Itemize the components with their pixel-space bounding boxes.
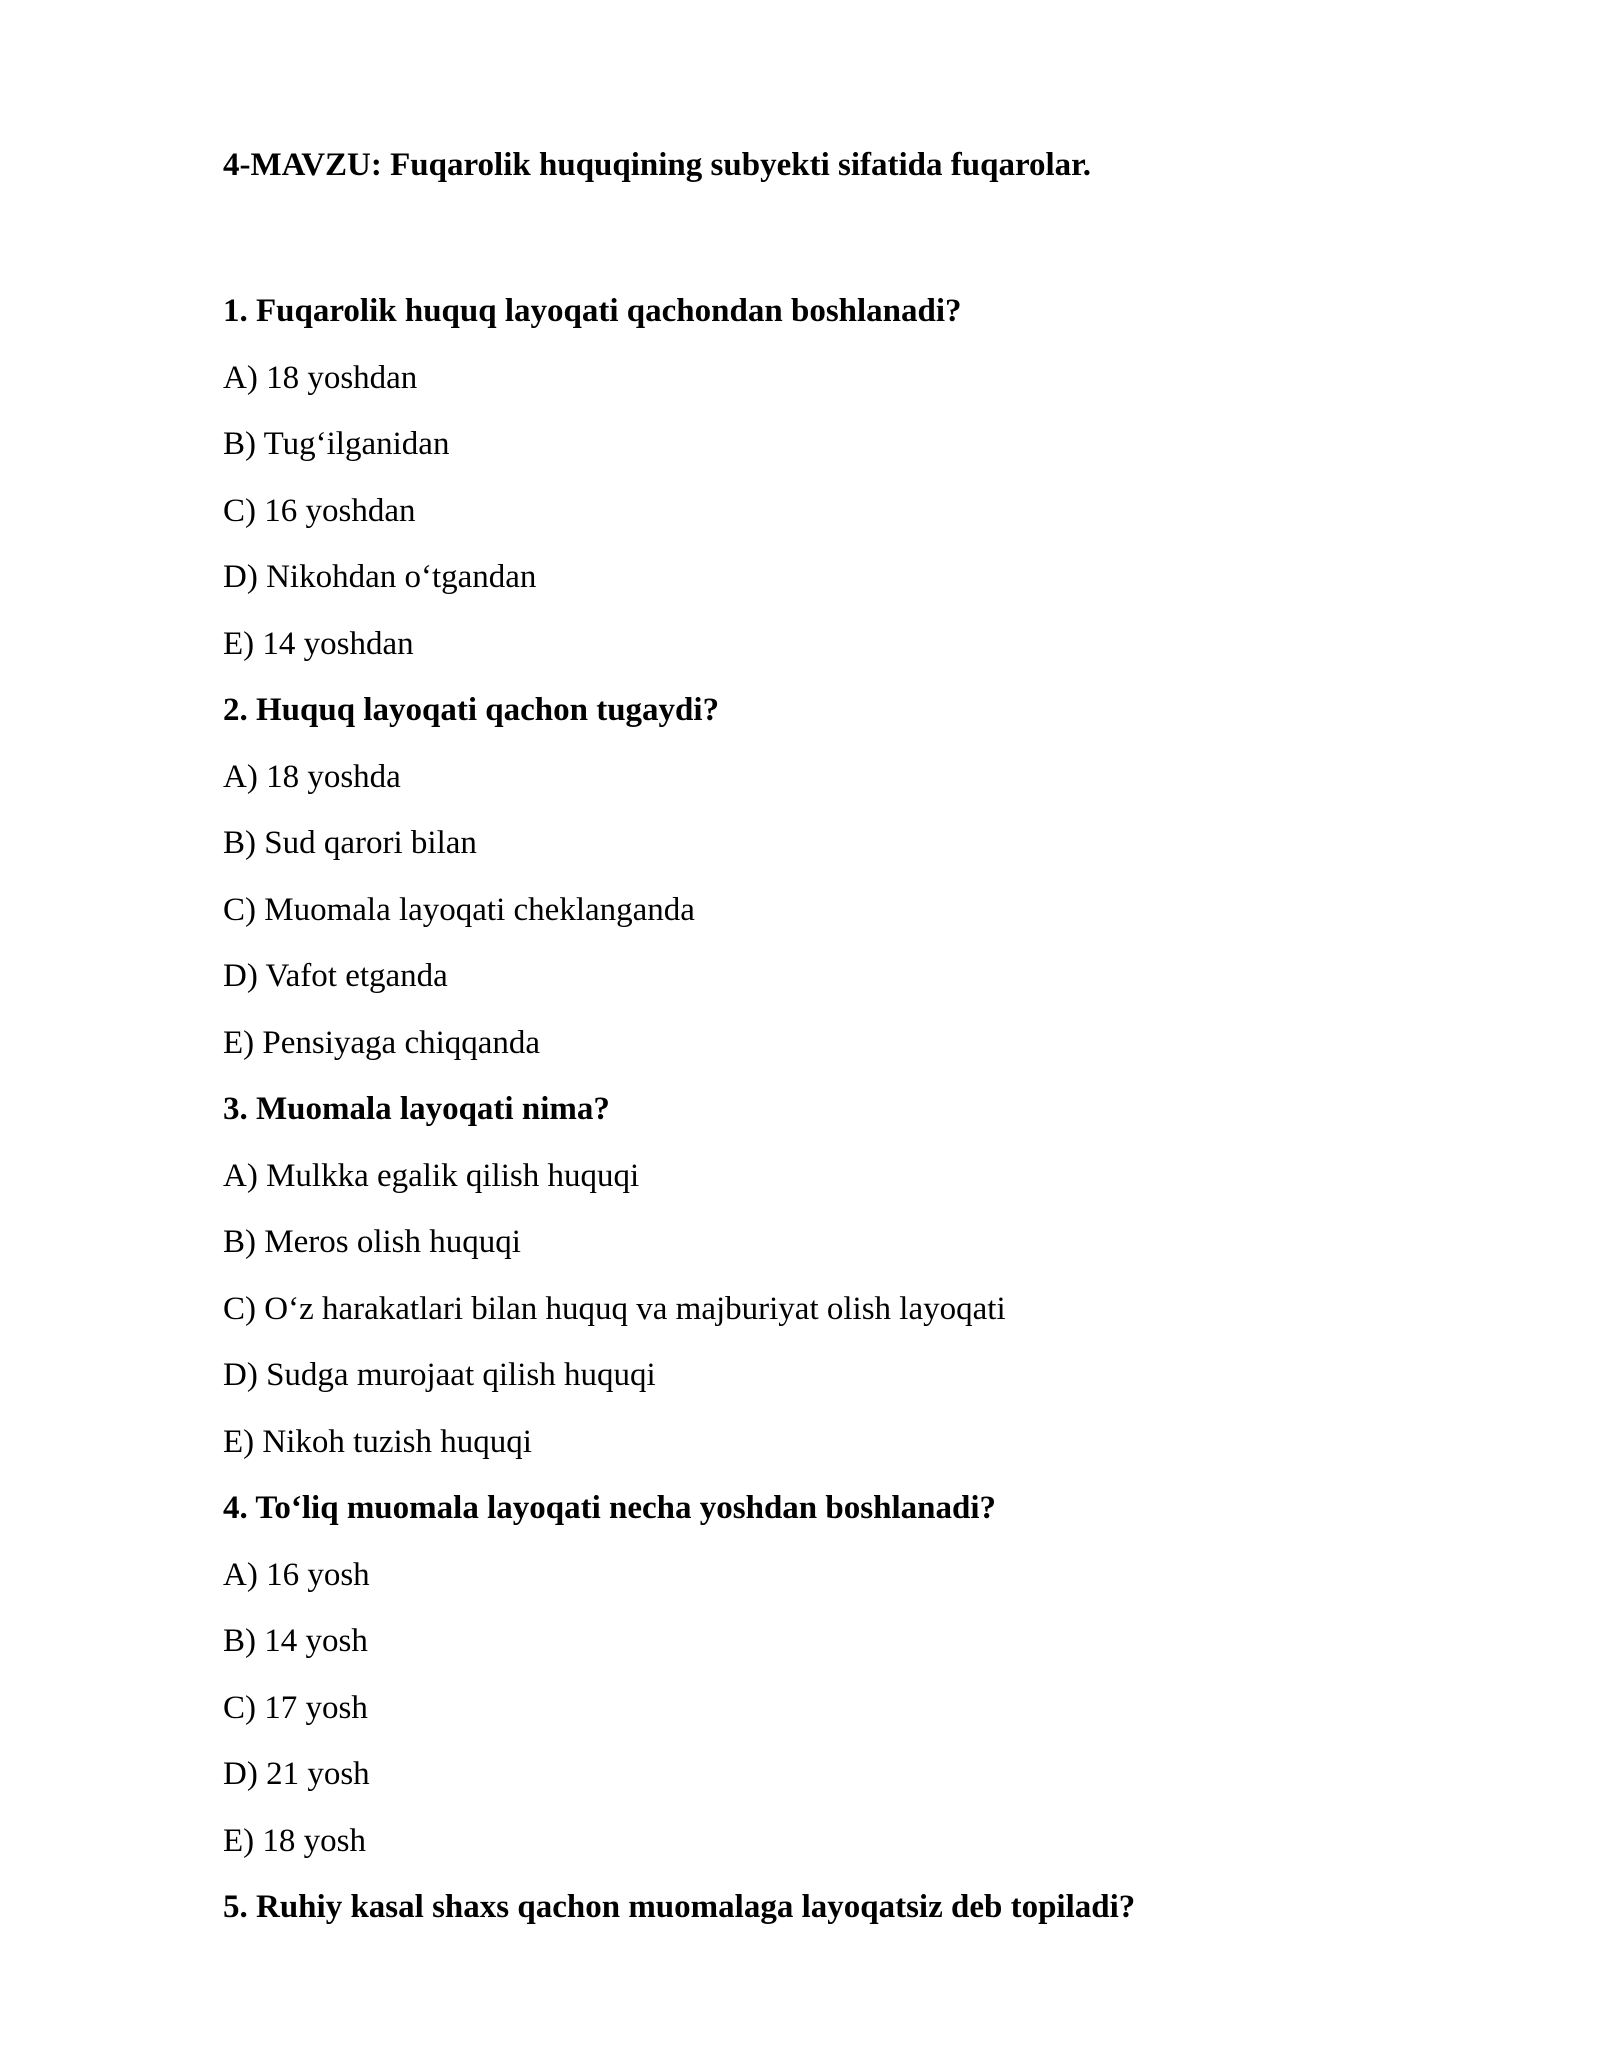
option-3b: B) Meros olish huquqi (223, 1224, 521, 1260)
question-block-4 (223, 1475, 1463, 1874)
document-title: 4-MAVZU: Fuqarolik huquqining subyekti sifatida fuqarolar. (223, 147, 1092, 183)
question-block-1 (223, 278, 1463, 677)
option-2d: D) Vafot etganda (223, 958, 448, 994)
question-block-3 (223, 1076, 1463, 1475)
question-5: 5. Ruhiy kasal shaxs qachon muomalaga layoqatsiz deb topiladi? (223, 1889, 1136, 1925)
document-body (223, 145, 1463, 1941)
question-block-2 (223, 677, 1463, 1076)
option-1e: E) 14 yoshdan (223, 625, 414, 662)
option-4a: A) 16 yosh (223, 1556, 370, 1593)
option-4c: C) 17 yosh (223, 1689, 368, 1726)
question-3: 3. Muomala layoqati nima? (223, 1091, 610, 1127)
option-3a: A) Mulkka egalik qilish huquqi (223, 1157, 640, 1194)
option-3d: D) Sudga murojaat qilish huquqi (223, 1357, 656, 1393)
option-2c: C) Muomala layoqati cheklanganda (223, 891, 695, 928)
option-2a: A) 18 yoshda (223, 758, 401, 795)
title-spacer (223, 185, 1463, 278)
question-2: 2. Huquq layoqati qachon tugaydi? (223, 692, 720, 728)
option-1a: A) 18 yoshdan (223, 359, 418, 396)
option-3e: E) Nikoh tuzish huquqi (223, 1423, 532, 1460)
option-4b: B) 14 yosh (223, 1623, 368, 1659)
option-4e: E) 18 yosh (223, 1822, 366, 1859)
option-1d: D) Nikohdan o‘tgandan (223, 559, 537, 595)
question-4: 4. To‘liq muomala layoqati necha yoshdan boshlanadi? (223, 1490, 996, 1526)
option-1b: B) Tug‘ilganidan (223, 426, 450, 462)
option-1c: C) 16 yoshdan (223, 492, 416, 529)
option-3c: C) O‘z harakatlari bilan huquq va majburiyat olish layoqati (223, 1290, 1006, 1327)
option-2e: E) Pensiyaga chiqqanda (223, 1024, 541, 1061)
question-1: 1. Fuqarolik huquq layoqati qachondan boshlanadi? (223, 293, 962, 329)
option-2b: B) Sud qarori bilan (223, 825, 477, 861)
question-block-5 (223, 1874, 1463, 1941)
option-4d: D) 21 yosh (223, 1756, 370, 1792)
